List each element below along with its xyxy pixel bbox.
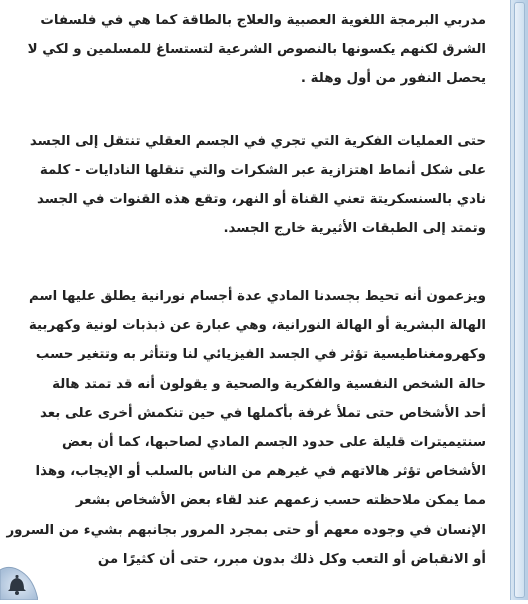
paragraph-2 <box>29 127 486 243</box>
paragraph-line: ويزعمون أنه تحيط بجسدنا المادي عدة أجسام نورانية يطلق عليها اسم <box>29 289 486 304</box>
paragraph-line: حتى العمليات الفكرية التي تجري في الجسم العقلي تنتقل إلى الجسد <box>29 134 486 149</box>
paragraph-line: وكهرومغناطيسية تؤثر في الجسد الفيزيائي لنا وتتأثر به وتتغير حسب <box>35 347 486 363</box>
paragraph-line: وتمتد إلى الطبقات الأثيرية خارج الجسد. <box>223 221 486 236</box>
vertical-scrollbar[interactable] <box>510 0 528 600</box>
paragraph-line: يحصل النفور من أول وهلة . <box>300 71 486 86</box>
paragraph-line: سنتيميترات قليلة على حدود الجسم المادي لصاحبها، كما أن بعض <box>62 434 486 450</box>
scrollbar-thumb[interactable] <box>514 2 525 598</box>
paragraph-line: الشرق لكنهم يكسونها بالنصوص الشرعية لتستساغ للمسلمين و لكي لا <box>27 42 486 57</box>
paragraph-line: الهالة البشرية أو الهالة النورانية، وهي عبارة عن ذبذبات لونية وكهربية <box>28 318 486 334</box>
paragraph-line: أو الانقباض أو التعب وكل ذلك بدون مبرر، حتى أن كثيرًا من <box>97 551 486 567</box>
paragraph-line: مما يمكن ملاحظته حسب زعمهم عند لقاء بعض الأشخاص بشعر <box>75 493 486 509</box>
bell-icon[interactable] <box>0 562 38 600</box>
paragraph-line: أحد الأشخاص حتى تملأ غرفة بأكملها في حين تنكمش أخرى على بعد <box>39 405 486 421</box>
paragraph-line: الأشخاص تؤثر هالاتهم في غيرهم من الناس بالسلب أو الإيجاب، وهذا <box>35 464 486 480</box>
paragraph-line: نادي بالسنسكريتة تعني القناة أو النهر، وتقع هذه القنوات في الجسد <box>36 192 486 207</box>
paragraph-line: حالة الشخص النفسية والفكرية والصحية و يقولون أنه قد تمتد هالة <box>52 376 486 392</box>
paragraph-line: على شكل أنماط اهتزازية عبر الشكرات والتي تنقلها النادايات - كلمة <box>39 163 486 178</box>
paragraph-line: الإنسان في وجوده معهم أو حتى بمجرد المرور بجانبهم بشيء من السرور <box>6 522 486 538</box>
paragraph-3 <box>6 282 486 574</box>
paragraph-line: مدربي البرمجة اللغوية العصبية والعلاج بالطاقة كما هي في فلسفات <box>40 13 486 28</box>
paragraph-1 <box>27 6 486 93</box>
